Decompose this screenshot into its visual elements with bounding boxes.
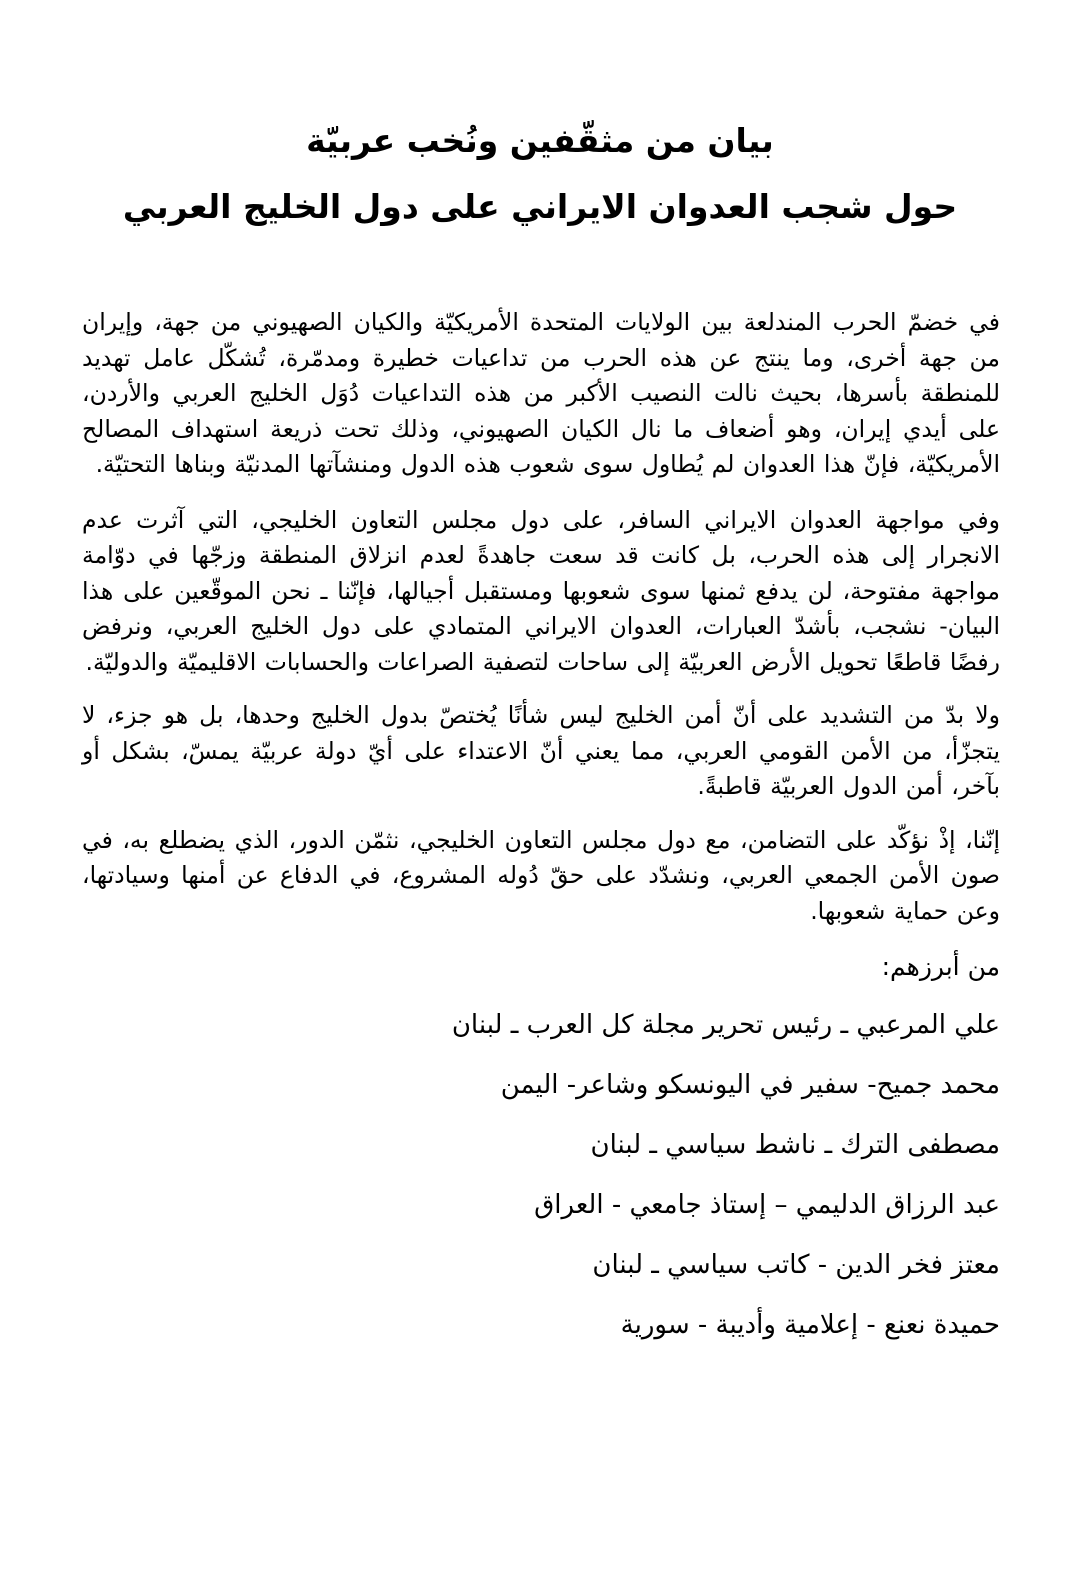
paragraph-1: في خضمّ الحرب المندلعة بين الولايات المتحدة الأمريكيّة والكيان الصهيوني من جهة، وإيران من جهة أخرى، وما ينتج عن هذه الحرب من تداعيات خطيرة ومدمّرة، تُشكّل عامل تهديد للمنطقة بأسرها، بحيث نالت النصيب الأكبر من هذه التداعيات دُوَل الخليج العربي والأردن، على أيدي إيران، وهو أضعاف ما نال الكيان الصهيوني، وذلك تحت ذريعة استهداف المصالح الأمريكيّة، فإنّ هذا العدوان لم يُطاول سوى شعوب هذه الدول ومنشآتها المدنيّة وبناها التحتيّة. [82,308,1000,478]
signatory-item: معتز فخر الدين - كاتب سياسي ـ لبنان [592,1250,1000,1280]
signatory-item: محمد جميح- سفير في اليونسكو وشاعر- اليمن [500,1070,1000,1100]
title-line-1: بيان من مثقّفين ونُخب عربيّة [306,121,774,160]
signatories-list [82,1005,1000,1345]
title-line-2: حول شجب العدوان الايراني على دول الخليج العربي [122,187,958,226]
signatory-item: عبد الرزاق الدليمي – إستاذ جامعي - العراق [534,1190,1000,1220]
signatory-item: علي المرعبي ـ رئيس تحرير مجلة كل العرب ـ لبنان [451,1010,1000,1040]
statement-title [120,108,960,240]
paragraph-3: ولا بدّ من التشديد على أنّ أمن الخليج ليس شأنًا يُختصّ بدول الخليج وحدها، بل هو جزء، لا يتجزّأ، من الأمن القومي العربي، مما يعني أنّ الاعتداء على أيّ دولة عربيّة يمسّ، بشكل أو بآخر، أمن الدول العربيّة قاطبةً. [82,701,1000,800]
signatory-item: مصطفى الترك ـ ناشط سياسي ـ لبنان [590,1130,1000,1160]
paragraph-4: إنّنا، إذْ نؤكّد على التضامن، مع دول مجلس التعاون الخليجي، نثمّن الدور، الذي يضطلع به، في صون الأمن الجمعي العربي، ونشدّد على حقّ دُوله المشروع، في الدفاع عن أمنها وسيادتها، وعن حماية شعوبها. [82,825,1000,925]
statement-body [82,305,1000,1365]
signatory-item: حميدة نعنع - إعلامية وأديبة - سورية [620,1310,1000,1340]
paragraph-2: وفي مواجهة العدوان الايراني السافر، على دول مجلس التعاون الخليجي، التي آثرت عدم الانجرار إلى هذه الحرب، بل كانت قد سعت جاهدةً لعدم انزلاق المنطقة وزجّها في دوّامة مواجهة مفتوحة، لن يدفع ثمنها سوى شعوبها ومستقبل أجيالها، فإنّنا ـ نحن الموقّعين على هذا البيان- نشجب، بأشدّ العبارات، العدوان الايراني المتمادي على دول الخليج العربي، ونرفض رفضًا قاطعًا تحويل الأرض العربيّة إلى ساحات لتصفية الصراعات والحسابات الاقليميّة والدوليّة. [82,505,1000,676]
signatories-label: من أبرزهم: [881,952,1000,981]
